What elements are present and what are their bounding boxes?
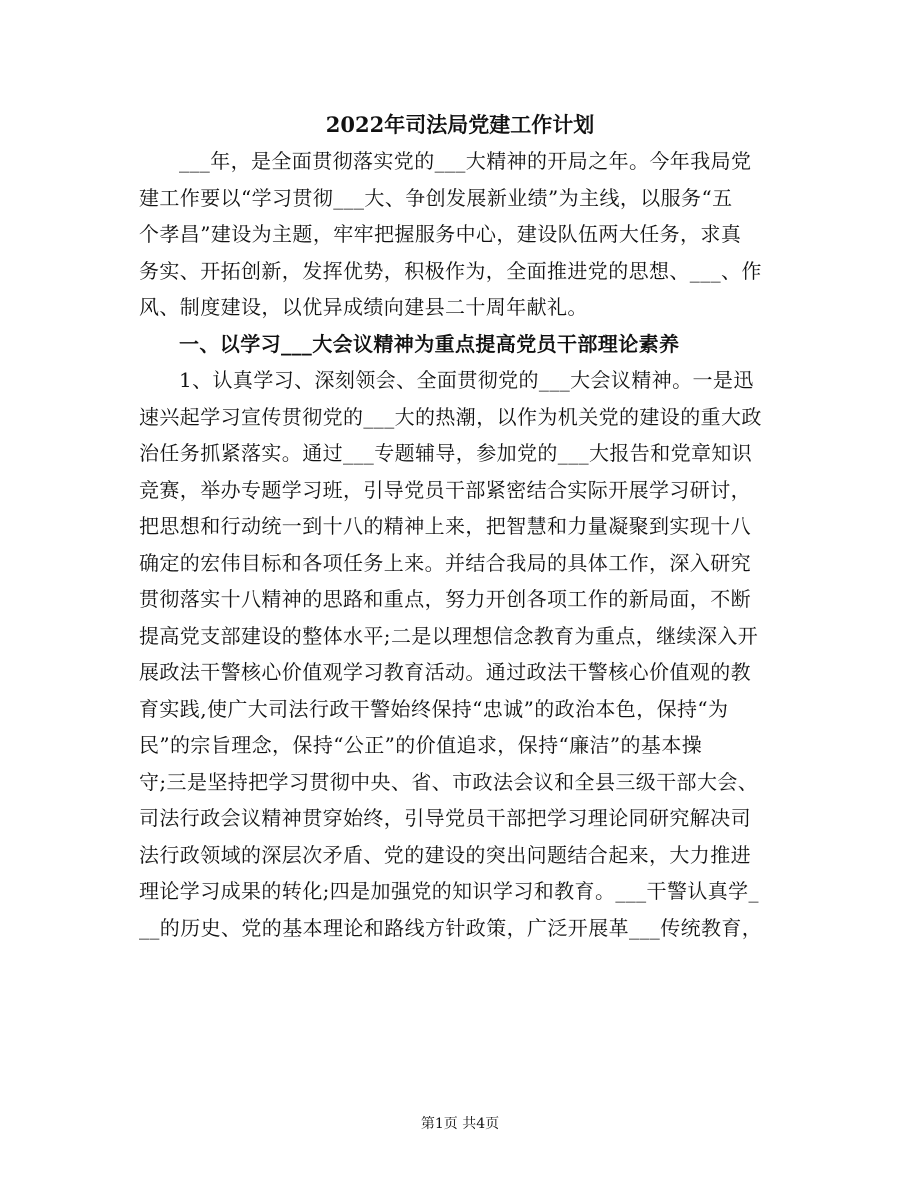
paragraph-line: __的历史、党的基本理论和路线方针政策，广泛开展革___传统教育， — [139, 915, 763, 940]
paragraph-line: ___年，是全面贯彻落实党的___大精神的开局之年。今年我局党 — [179, 149, 752, 173]
paragraph-line: 1、认真学习、深刻领会、全面贯彻党的___大会议精神。一是迅 — [179, 368, 754, 392]
section-heading: 一、以学习___大会议精神为重点提高党员干部理论素养 — [179, 331, 680, 356]
paragraph-line: 风、制度建设，以优异成绩向建县二十周年献礼。 — [139, 295, 588, 319]
paragraph-line: 建工作要以“学习贯彻___大、争创发展新业绩”为主线，以服务“五 — [139, 185, 733, 210]
page-footer — [0, 1114, 920, 1134]
paragraph-line: 贯彻落实十八精神的思路和重点，努力开创各项工作的新局面，不断 — [139, 587, 751, 611]
paragraph-line: 提高党支部建设的整体水平;二是以理想信念教育为重点，继续深入开 — [139, 623, 759, 648]
paragraph-line: 守;三是坚持把学习贯彻中央、省、市政法会议和全县三级干部大会、 — [139, 769, 759, 794]
paragraph-line: 速兴起学习宣传贯彻党的___大的热潮，以作为机关党的建设的重大政 — [139, 404, 762, 429]
paragraph-line: 民”的宗旨理念，保持“公正”的价值追求，保持“廉洁”的基本操 — [139, 733, 703, 757]
paragraph-line: 个孝昌”建设为主题，牢牢把握服务中心，建设队伍两大任务，求真 — [139, 222, 742, 246]
paragraph-line: 竞赛，举办专题学习班，引导党员干部紧密结合实际开展学习研讨， — [139, 477, 751, 502]
paragraph-line: 治任务抓紧落实。通过___专题辅导，参加党的___大报告和党章知识 — [139, 441, 753, 465]
paragraph-line: 育实践,使广大司法行政干警始终保持“忠诚”的政治本色，保持“为 — [139, 696, 729, 721]
paragraph-line: 司法行政会议精神贯穿始终，引导党员干部把学习理论同研究解决司 — [139, 806, 751, 830]
document-title: 2022年司法局党建工作计划 — [325, 112, 595, 137]
paragraph-line: 把思想和行动统一到十八的精神上来，把智慧和力量凝聚到实现十八 — [139, 514, 751, 538]
paragraph-line: 理论学习成果的转化;四是加强党的知识学习和教育。___干警认真学_ — [139, 879, 759, 903]
paragraph-line: 法行政领域的深层次矛盾、党的建设的突出问题结合起来，大力推进 — [139, 842, 751, 867]
paragraph-line: 务实、开拓创新，发挥优势，积极作为，全面推进党的思想、___、作 — [139, 258, 762, 283]
paragraph-line: 展政法干警核心价值观学习教育活动。通过政法干警核心价值观的教 — [139, 660, 751, 684]
paragraph-line: 确定的宏伟目标和各项任务上来。并结合我局的具体工作，深入研究 — [139, 550, 751, 575]
page-indicator: 第1页 共4页 — [420, 1116, 500, 1132]
document-body — [139, 143, 794, 946]
